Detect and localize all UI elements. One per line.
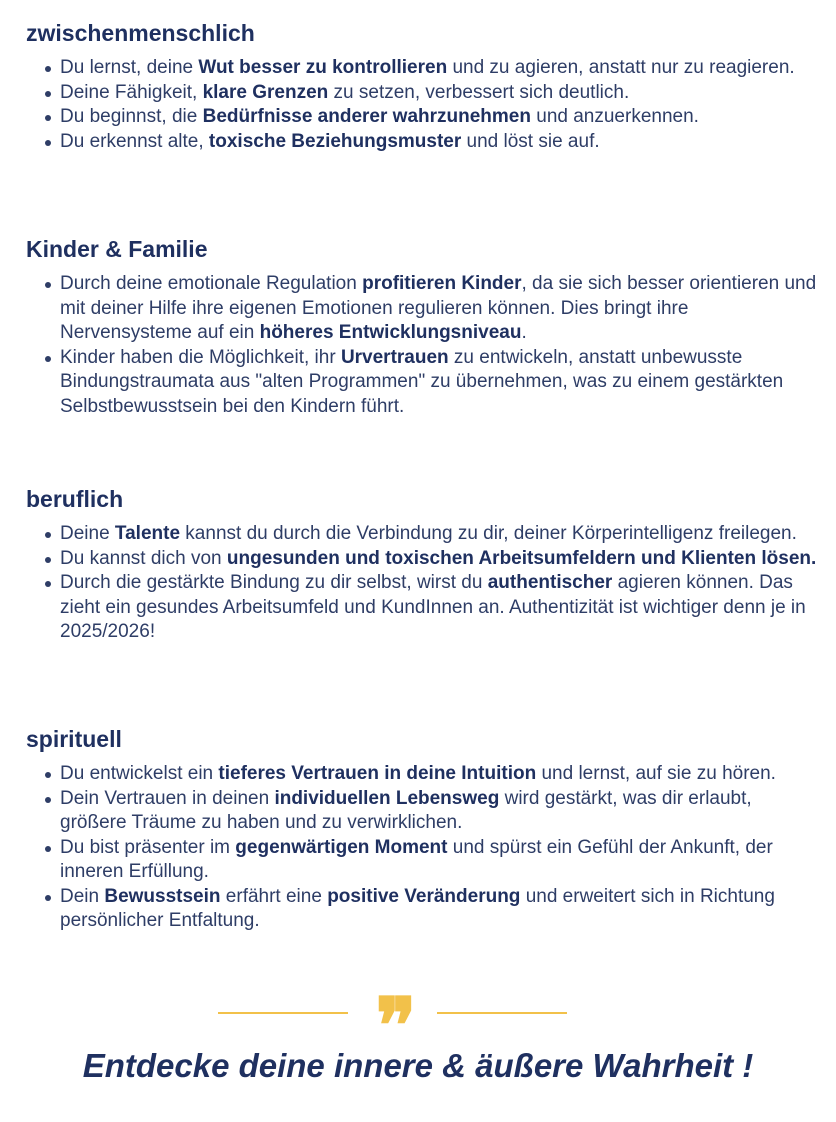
text-run: Dein xyxy=(60,885,105,907)
section-heading: Kinder & Familie xyxy=(26,236,208,262)
text-run: zu setzen, verbessert sich deutlich. xyxy=(328,81,630,103)
text-run: und erweitert sich in Richtung persönlicher Entfaltung. xyxy=(60,885,775,931)
quote-mark-icon: ❞ xyxy=(375,981,417,1070)
bold-text: höheres Entwicklungsniveau xyxy=(259,322,522,343)
bold-text: Wut besser zu kontrollieren xyxy=(198,57,448,78)
list-item xyxy=(60,522,820,547)
list-item xyxy=(60,346,820,420)
text-run: und spürst ein Gefühl der Ankunft, der inneren Erfüllung. xyxy=(60,836,773,882)
bold-text: klare Grenzen xyxy=(202,81,329,103)
text-run: kannst du durch die Verbindung zu dir, deiner Körperintelligenz freilegen. xyxy=(180,523,797,544)
bold-text: gegenwärtigen Moment xyxy=(235,836,448,858)
text-run: Dein Vertrauen in deinen xyxy=(60,787,275,809)
section-spirituell xyxy=(26,724,820,934)
section-beruflich xyxy=(26,484,820,645)
text-run: Durch die gestärkte Bindung zu dir selbst, wirst du xyxy=(60,572,488,593)
text-run: , da sie sich besser orientieren und mit deiner Hilfe ihre eigenen Emotionen regulieren können. Dies bringt ihre Nervensysteme auf ein xyxy=(60,273,817,343)
text-run: . xyxy=(521,322,527,343)
text-run: Deine xyxy=(60,523,115,544)
bold-text: Bedürfnisse anderer wahrzunehmen xyxy=(202,106,531,127)
list-item xyxy=(60,130,820,155)
bullet-list xyxy=(26,272,820,419)
divider-line-left xyxy=(218,1012,348,1014)
list-item xyxy=(60,547,820,572)
list-item xyxy=(60,762,820,787)
text-run: und lernst, auf sie zu hören. xyxy=(536,763,776,784)
text-run: Durch deine emotionale Regulation xyxy=(60,273,363,294)
tagline: Entdecke deine innere & äußere Wahrheit ! xyxy=(82,1047,754,1084)
text-run: Du beginnst, die xyxy=(60,106,203,127)
bold-text: positive Veränderung xyxy=(327,885,521,907)
text-run: Deine Fähigkeit, xyxy=(60,81,203,103)
text-run: und zu agieren, anstatt nur zu reagieren. xyxy=(447,57,795,78)
text-run: erfährt eine xyxy=(220,885,328,907)
bold-text: authentischer xyxy=(487,572,613,593)
text-run: und anzuerkennen. xyxy=(530,106,699,127)
bold-text: profitieren Kinder xyxy=(362,273,522,294)
list-item xyxy=(60,885,820,934)
text-run: Kinder haben die Möglichkeit, ihr xyxy=(60,346,341,368)
list-item xyxy=(60,105,820,130)
list-item xyxy=(60,56,820,81)
list-item xyxy=(60,787,820,836)
text-run: wird gestärkt, was dir erlaubt, größere Träume zu haben und zu verwirklichen. xyxy=(60,787,752,833)
section-heading: zwischenmenschlich xyxy=(26,20,255,46)
text-run: Du entwickelst ein xyxy=(60,763,219,784)
bold-text: individuellen Lebensweg xyxy=(274,787,500,809)
text-run: und löst sie auf. xyxy=(461,130,600,152)
bullet-list xyxy=(26,56,820,154)
text-run: agieren können. Das zieht ein gesundes Arbeitsumfeld und KundInnen an. Authentizität ist wichtiger denn je in 2025/2026! xyxy=(60,572,806,642)
bold-text: tieferes Vertrauen in deine Intuition xyxy=(218,763,537,784)
list-item xyxy=(60,272,820,346)
list-item xyxy=(60,836,820,885)
section-zwischenmenschlich xyxy=(26,18,820,154)
bold-text: toxische Beziehungsmuster xyxy=(208,130,462,152)
section-heading: beruflich xyxy=(26,486,124,512)
list-item xyxy=(60,571,820,645)
section-heading: spirituell xyxy=(26,726,122,752)
text-run: Du kannst dich von xyxy=(60,547,227,569)
bold-text: ungesunden und toxischen Arbeitsumfeldern und Klienten lösen. xyxy=(226,547,817,569)
bold-text: Bewusstsein xyxy=(104,885,221,907)
list-item xyxy=(60,81,820,106)
divider-line-right xyxy=(437,1012,567,1014)
text-run: zu entwickeln, anstatt unbewusste Bindungstraumata aus "alten Programmen" zu übernehmen, was zu einem gestärkten Selbstbewusstsein bei den Kindern führt. xyxy=(60,346,784,417)
bold-text: Urvertrauen xyxy=(340,346,449,368)
bullet-list xyxy=(26,522,820,645)
text-run: Du erkennst alte, xyxy=(60,130,209,152)
bullet-list xyxy=(26,762,820,934)
section-kinder-familie xyxy=(26,234,820,419)
text-run: Du bist präsenter im xyxy=(60,836,236,858)
bold-text: Talente xyxy=(114,523,181,544)
text-run: Du lernst, deine xyxy=(60,57,199,78)
